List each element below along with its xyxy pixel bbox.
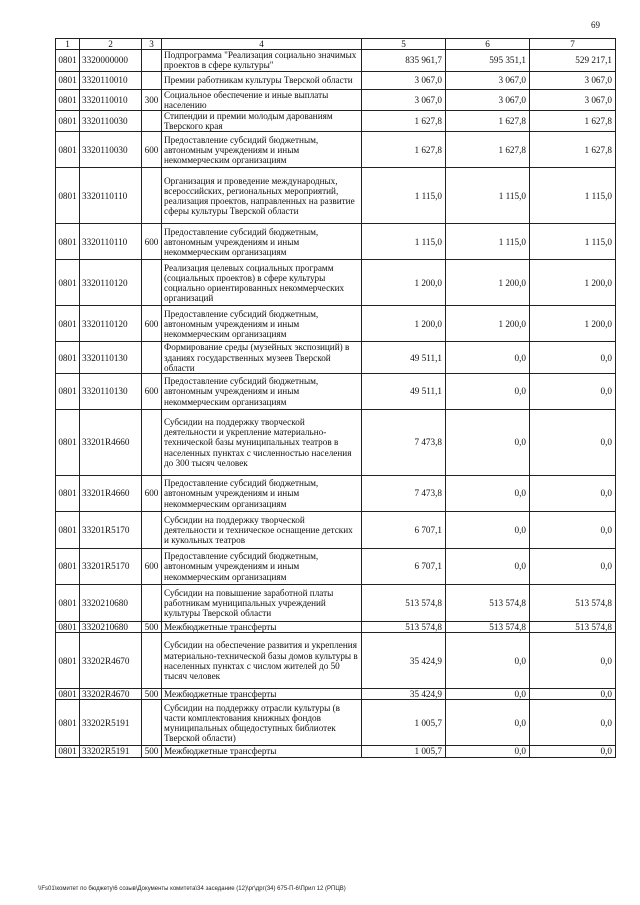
section-code-cell: 0801 <box>56 689 80 700</box>
amount-col5-cell: 1 115,0 <box>362 224 446 260</box>
target-article-cell: 33202R5191 <box>80 700 142 746</box>
expense-type-cell <box>142 700 162 746</box>
amount-col6-cell: 0,0 <box>446 342 530 374</box>
target-article-cell: 33202R4670 <box>80 689 142 700</box>
expense-type-cell: 500 <box>142 746 162 757</box>
amount-col5-cell: 6 707,1 <box>362 512 446 549</box>
table-row <box>56 633 616 689</box>
table-row <box>56 168 616 224</box>
amount-col6-cell: 0,0 <box>446 476 530 512</box>
table-row <box>56 111 616 132</box>
target-article-cell: 33201R5170 <box>80 512 142 549</box>
table-row <box>56 512 616 549</box>
amount-col5-cell: 6 707,1 <box>362 549 446 585</box>
section-code-cell: 0801 <box>56 71 80 89</box>
amount-col5-cell: 3 067,0 <box>362 71 446 89</box>
table-row <box>56 342 616 374</box>
target-article-cell: 3320210680 <box>80 585 142 622</box>
target-article-cell: 3320210680 <box>80 622 142 633</box>
amount-col5-cell: 1 005,7 <box>362 746 446 757</box>
description-cell: Межбюджетные трансферты <box>162 689 362 700</box>
description-cell: Премии работникам культуры Тверской области <box>162 71 362 89</box>
column-header-2: 2 <box>80 39 142 50</box>
amount-col5-cell: 835 961,7 <box>362 50 446 71</box>
section-code-cell: 0801 <box>56 342 80 374</box>
table-row <box>56 260 616 306</box>
target-article-cell: 3320110120 <box>80 306 142 342</box>
amount-col7-cell: 1 115,0 <box>530 168 616 224</box>
column-header-5: 5 <box>362 39 446 50</box>
target-article-cell: 33201R5170 <box>80 549 142 585</box>
amount-col6-cell: 0,0 <box>446 410 530 476</box>
section-code-cell: 0801 <box>56 306 80 342</box>
amount-col7-cell: 513 574,8 <box>530 585 616 622</box>
column-header-1: 1 <box>56 39 80 50</box>
description-cell: Предоставление субсидий бюджетным, автономным учреждениям и иным некоммерческим организациям <box>162 374 362 410</box>
amount-col7-cell: 529 217,1 <box>530 50 616 71</box>
expense-type-cell: 600 <box>142 224 162 260</box>
table-row <box>56 374 616 410</box>
section-code-cell: 0801 <box>56 168 80 224</box>
expense-type-cell <box>142 410 162 476</box>
amount-col6-cell: 513 574,8 <box>446 622 530 633</box>
amount-col7-cell: 0,0 <box>530 549 616 585</box>
amount-col7-cell: 0,0 <box>530 633 616 689</box>
section-code-cell: 0801 <box>56 622 80 633</box>
section-code-cell: 0801 <box>56 746 80 757</box>
amount-col5-cell: 49 511,1 <box>362 374 446 410</box>
column-header-6: 6 <box>446 39 530 50</box>
expense-type-cell: 500 <box>142 622 162 633</box>
description-cell: Предоставление субсидий бюджетным, автономным учреждениям и иным некоммерческим организациям <box>162 306 362 342</box>
section-code-cell: 0801 <box>56 111 80 132</box>
description-cell: Субсидии на поддержку отрасли культуры (в части комплектования книжных фондов муниципальных общедоступных библиотек Тверской области) <box>162 700 362 746</box>
target-article-cell: 3320110110 <box>80 168 142 224</box>
amount-col6-cell: 595 351,1 <box>446 50 530 71</box>
table-row <box>56 700 616 746</box>
description-cell: Организация и проведение международных, всероссийских, региональных мероприятий, реализация проектов, направленных на развитие сферы культуры Тверской области <box>162 168 362 224</box>
expense-type-cell <box>142 512 162 549</box>
amount-col5-cell: 1 627,8 <box>362 132 446 168</box>
expense-type-cell: 600 <box>142 476 162 512</box>
section-code-cell: 0801 <box>56 89 80 110</box>
amount-col5-cell: 7 473,8 <box>362 476 446 512</box>
section-code-cell: 0801 <box>56 700 80 746</box>
amount-col7-cell: 3 067,0 <box>530 89 616 110</box>
amount-col5-cell: 35 424,9 <box>362 633 446 689</box>
amount-col6-cell: 1 200,0 <box>446 260 530 306</box>
amount-col6-cell: 1 627,8 <box>446 111 530 132</box>
amount-col7-cell: 0,0 <box>530 342 616 374</box>
target-article-cell: 33201R4660 <box>80 476 142 512</box>
amount-col5-cell: 49 511,1 <box>362 342 446 374</box>
amount-col6-cell: 1 115,0 <box>446 224 530 260</box>
amount-col5-cell: 7 473,8 <box>362 410 446 476</box>
section-code-cell: 0801 <box>56 224 80 260</box>
amount-col6-cell: 1 115,0 <box>446 168 530 224</box>
expense-type-cell <box>142 168 162 224</box>
amount-col5-cell: 3 067,0 <box>362 89 446 110</box>
amount-col6-cell: 0,0 <box>446 633 530 689</box>
table-row <box>56 689 616 700</box>
expense-type-cell <box>142 111 162 132</box>
table-row <box>56 746 616 757</box>
column-header-3: 3 <box>142 39 162 50</box>
expense-type-cell: 600 <box>142 549 162 585</box>
amount-col7-cell: 1 115,0 <box>530 224 616 260</box>
budget-table <box>55 38 616 758</box>
table-body <box>56 50 616 757</box>
target-article-cell: 3320000000 <box>80 50 142 71</box>
table-row <box>56 549 616 585</box>
target-article-cell: 33201R4660 <box>80 410 142 476</box>
table-row <box>56 89 616 110</box>
target-article-cell: 3320110130 <box>80 374 142 410</box>
section-code-cell: 0801 <box>56 50 80 71</box>
target-article-cell: 33202R4670 <box>80 633 142 689</box>
amount-col7-cell: 1 200,0 <box>530 260 616 306</box>
column-header-4: 4 <box>162 39 362 50</box>
table-row <box>56 71 616 89</box>
description-cell: Предоставление субсидий бюджетным, автономным учреждениям и иным некоммерческим организациям <box>162 549 362 585</box>
section-code-cell: 0801 <box>56 410 80 476</box>
target-article-cell: 3320110130 <box>80 342 142 374</box>
amount-col6-cell: 3 067,0 <box>446 71 530 89</box>
amount-col7-cell: 0,0 <box>530 374 616 410</box>
amount-col7-cell: 1 627,8 <box>530 132 616 168</box>
column-header-7: 7 <box>530 39 616 50</box>
table-row <box>56 50 616 71</box>
target-article-cell: 3320110030 <box>80 132 142 168</box>
amount-col7-cell: 1 200,0 <box>530 306 616 342</box>
amount-col5-cell: 1 200,0 <box>362 260 446 306</box>
expense-type-cell <box>142 50 162 71</box>
expense-type-cell: 600 <box>142 306 162 342</box>
description-cell: Субсидии на поддержку творческой деятельности и техническое оснащение детских и кукольных театров <box>162 512 362 549</box>
amount-col6-cell: 1 627,8 <box>446 132 530 168</box>
target-article-cell: 3320110110 <box>80 224 142 260</box>
amount-col6-cell: 513 574,8 <box>446 585 530 622</box>
expense-type-cell: 600 <box>142 374 162 410</box>
target-article-cell: 3320110030 <box>80 111 142 132</box>
amount-col6-cell: 1 200,0 <box>446 306 530 342</box>
amount-col6-cell: 0,0 <box>446 689 530 700</box>
amount-col7-cell: 0,0 <box>530 700 616 746</box>
section-code-cell: 0801 <box>56 374 80 410</box>
amount-col5-cell: 1 627,8 <box>362 111 446 132</box>
section-code-cell: 0801 <box>56 549 80 585</box>
description-cell: Формирование среды (музейных экспозиций) в зданиях государственных музеев Тверской области <box>162 342 362 374</box>
expense-type-cell: 600 <box>142 132 162 168</box>
table-row <box>56 476 616 512</box>
table-row <box>56 224 616 260</box>
amount-col7-cell: 3 067,0 <box>530 71 616 89</box>
description-cell: Предоставление субсидий бюджетным, автономным учреждениям и иным некоммерческим организациям <box>162 224 362 260</box>
target-article-cell: 33202R5191 <box>80 746 142 757</box>
description-cell: Предоставление субсидий бюджетным, автономным учреждениям и иным некоммерческим организациям <box>162 476 362 512</box>
table-row <box>56 306 616 342</box>
amount-col7-cell: 0,0 <box>530 746 616 757</box>
description-cell: Стипендии и премии молодым дарованиям Тверского края <box>162 111 362 132</box>
expense-type-cell <box>142 633 162 689</box>
section-code-cell: 0801 <box>56 512 80 549</box>
amount-col6-cell: 0,0 <box>446 374 530 410</box>
section-code-cell: 0801 <box>56 633 80 689</box>
amount-col7-cell: 0,0 <box>530 476 616 512</box>
amount-col5-cell: 513 574,8 <box>362 622 446 633</box>
amount-col5-cell: 35 424,9 <box>362 689 446 700</box>
expense-type-cell: 300 <box>142 89 162 110</box>
page-number: 69 <box>591 20 600 30</box>
amount-col6-cell: 0,0 <box>446 700 530 746</box>
target-article-cell: 3320110010 <box>80 89 142 110</box>
table-row <box>56 585 616 622</box>
description-cell: Субсидии на поддержку творческой деятельности и укрепление материально-технической базы муниципальных театров в населенных пунктах с численностью населения до 300 тысяч человек <box>162 410 362 476</box>
table-header-row <box>56 39 616 50</box>
amount-col7-cell: 1 627,8 <box>530 111 616 132</box>
table-row <box>56 132 616 168</box>
amount-col5-cell: 1 115,0 <box>362 168 446 224</box>
expense-type-cell <box>142 585 162 622</box>
target-article-cell: 3320110010 <box>80 71 142 89</box>
description-cell: Предоставление субсидий бюджетным, автономным учреждениям и иным некоммерческим организациям <box>162 132 362 168</box>
amount-col6-cell: 0,0 <box>446 549 530 585</box>
target-article-cell: 3320110120 <box>80 260 142 306</box>
table-row <box>56 410 616 476</box>
amount-col7-cell: 0,0 <box>530 410 616 476</box>
amount-col6-cell: 0,0 <box>446 746 530 757</box>
description-cell: Социальное обеспечение и иные выплаты населению <box>162 89 362 110</box>
amount-col6-cell: 3 067,0 <box>446 89 530 110</box>
amount-col7-cell: 0,0 <box>530 689 616 700</box>
amount-col6-cell: 0,0 <box>446 512 530 549</box>
section-code-cell: 0801 <box>56 260 80 306</box>
amount-col7-cell: 0,0 <box>530 512 616 549</box>
expense-type-cell <box>142 71 162 89</box>
expense-type-cell: 500 <box>142 689 162 700</box>
description-cell: Межбюджетные трансферты <box>162 746 362 757</box>
amount-col5-cell: 1 005,7 <box>362 700 446 746</box>
amount-col5-cell: 513 574,8 <box>362 585 446 622</box>
footer-file-path: \\Fs01\комитет по бюджету\6 созыв\Документы комитета\34 заседание (12)\рг\дрг(34) 675-П-6\Прил 12 (РПЦВ) <box>38 886 346 892</box>
section-code-cell: 0801 <box>56 585 80 622</box>
table-row <box>56 622 616 633</box>
section-code-cell: 0801 <box>56 132 80 168</box>
section-code-cell: 0801 <box>56 476 80 512</box>
description-cell: Субсидии на обеспечение развития и укрепления материально-технической базы домов культуры в населенных пунктах с числом жителей до 50 тысяч человек <box>162 633 362 689</box>
expense-type-cell <box>142 260 162 306</box>
expense-type-cell <box>142 342 162 374</box>
amount-col5-cell: 1 200,0 <box>362 306 446 342</box>
description-cell: Межбюджетные трансферты <box>162 622 362 633</box>
description-cell: Подпрограмма "Реализация социально значимых проектов в сфере культуры" <box>162 50 362 71</box>
description-cell: Реализация целевых социальных программ (социальных проектов) в сфере культуры социально ориентированных некоммерческих организаций <box>162 260 362 306</box>
description-cell: Субсидии на повышение заработной платы работникам муниципальных учреждений культуры Тверской области <box>162 585 362 622</box>
amount-col7-cell: 513 574,8 <box>530 622 616 633</box>
